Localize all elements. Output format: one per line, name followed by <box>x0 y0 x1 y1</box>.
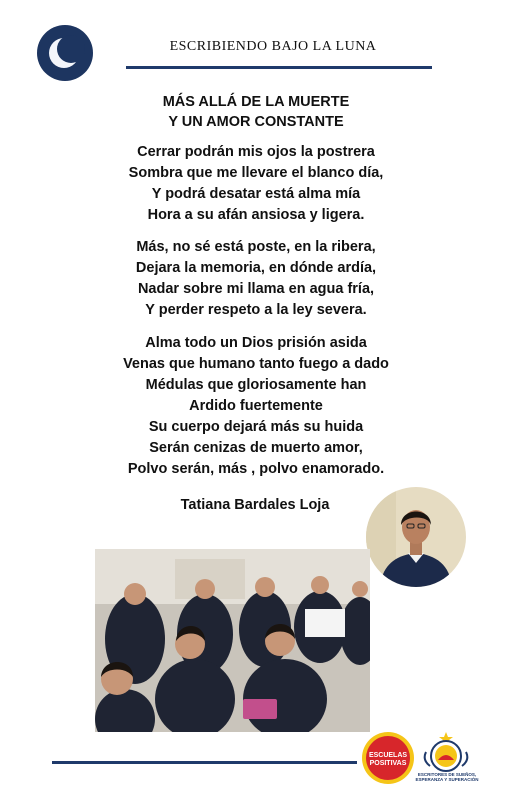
poem-line: Serán cenizas de muerto amor, <box>149 440 363 456</box>
poem-line: Cerrar podrán mis ojos la postrera <box>137 144 375 160</box>
poem-line: Alma todo un Dios prisión asida <box>145 335 367 351</box>
escritores-logo-text <box>412 772 482 782</box>
author-name: Tatiana Bardales Loja <box>180 497 330 513</box>
escuelas-logo-line2: POSITIVAS <box>369 760 407 767</box>
stanza-3 <box>40 333 472 480</box>
escuelas-logo-line1: ESCUELAS <box>368 752 408 759</box>
poem-line: Nadar sobre mi llama en agua fría, <box>137 281 375 297</box>
poem-line: Sombra que me llevare el blanco día, <box>128 165 384 181</box>
stanza-1 <box>40 142 472 226</box>
students-photo <box>95 549 370 732</box>
poem-line: Venas que humano tanto fuego a dado <box>123 356 389 372</box>
header-title: ESCRIBIENDO BAJO LA LUNA <box>169 39 377 54</box>
escritores-logo-line: ESCRITORES DE SUEÑOS, <box>417 772 477 777</box>
escritores-logo-line: ESPERANZA Y SUPERACIÓN <box>415 777 479 782</box>
poem-line: Ardido fuertemente <box>189 398 323 414</box>
poem-line: Y podrá desatar está alma mía <box>151 186 361 202</box>
crescent-moon-icon <box>37 25 93 81</box>
author-portrait <box>366 487 466 587</box>
poem-line: Y perder respeto a la ley severa. <box>145 302 367 318</box>
stanza-2 <box>40 237 472 321</box>
escuelas-positivas-logo <box>362 732 414 784</box>
poem-title <box>60 92 452 132</box>
poem-line: Polvo serán, más , polvo enamorado. <box>127 461 385 477</box>
poem-line: Dejara la memoria, en dónde ardía, <box>135 260 377 276</box>
footer-divider <box>52 761 357 764</box>
header-divider <box>126 66 432 69</box>
poem-title-line: MÁS ALLÁ DE LA MUERTE <box>162 94 350 110</box>
poem-line: Hora a su afán ansiosa y ligera. <box>147 207 365 223</box>
poem-title-line: Y UN AMOR CONSTANTE <box>168 114 344 130</box>
poem-line: Su cuerpo dejará más su huida <box>148 419 364 435</box>
poem-line: Más, no sé está poste, en la ribera, <box>136 239 376 255</box>
poem-line: Médulas que gloriosamente han <box>145 377 367 393</box>
